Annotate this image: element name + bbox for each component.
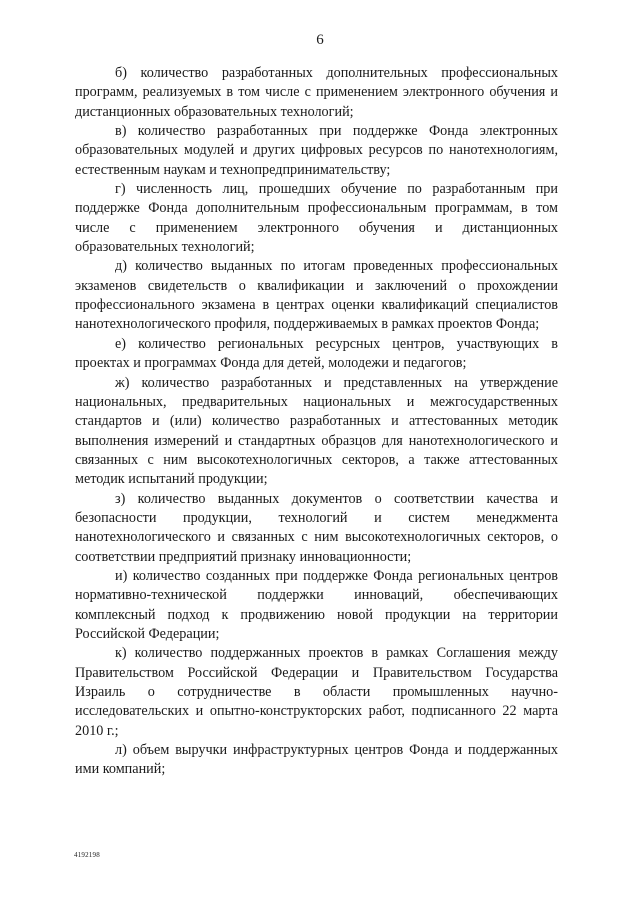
paragraph-d: д) количество выданных по итогам проведенных профессиональных экзаменов свидетельств о квалификации и заключений о прохождении профессионального экзамена в центрах оценки квалификаций специалистов нанотехнологического профиля, поддерживаемых в рамках проектов Фонда; <box>75 258 558 333</box>
paragraph-g: г) численность лиц, прошедших обучение по разработанным при поддержке Фонда дополнительным профессиональным программам, в том числе с применением электронного обучения и дистанционных образовательных технологий; <box>75 181 558 256</box>
paragraph-e: е) количество региональных ресурсных центров, участвующих в проектах и программах Фонда для детей, молодежи и педагогов; <box>75 335 558 372</box>
paragraph-i: и) количество созданных при поддержке Фонда региональных центров нормативно-технической поддержки инноваций, обеспечивающих комплексный подход к продвижению новой продукции на территории Российской Федерации; <box>75 567 558 642</box>
paragraph-b: б) количество разработанных дополнительных профессиональных программ, реализуемых в том числе с применением электронного обучения и дистанционных образовательных технологий; <box>75 65 558 120</box>
paragraph-k: к) количество поддержанных проектов в рамках Соглашения между Правительством Российской Федерации и Правительством Государства Израиль о сотрудничестве в области промышленных научно-исследовательских и опытно-конструкторских работ, подписанного 22 марта 2010 г.; <box>75 645 558 739</box>
paragraph-z: з) количество выданных документов о соответствии качества и безопасности продукции, технологий и систем менеджмента нанотехнологического и связанных с ним высокотехнологичных секторов, о соответствии предприятий признаку инновационности; <box>75 490 558 565</box>
document-id: 4192198 <box>74 851 100 859</box>
paragraph-l: л) объем выручки инфраструктурных центров Фонда и поддержанных ими компаний; <box>75 742 558 778</box>
document-body <box>75 64 558 780</box>
paragraph-v: в) количество разработанных при поддержке Фонда электронных образовательных модулей и других цифровых ресурсов по нанотехнологиям, естественным наукам и технопредпринимательству; <box>75 123 558 178</box>
paragraph-zh: ж) количество разработанных и представленных на утверждение национальных, предварительных национальных и межгосударственных стандартов и (или) количество разработанных и аттестованных методик выполнения измерений и стандартных образцов для нанотехнологического и связанных с ним высокотехнологичных секторов, а также аттестованных методик испытаний продукции; <box>75 374 558 488</box>
page-number: 6 <box>316 32 324 48</box>
